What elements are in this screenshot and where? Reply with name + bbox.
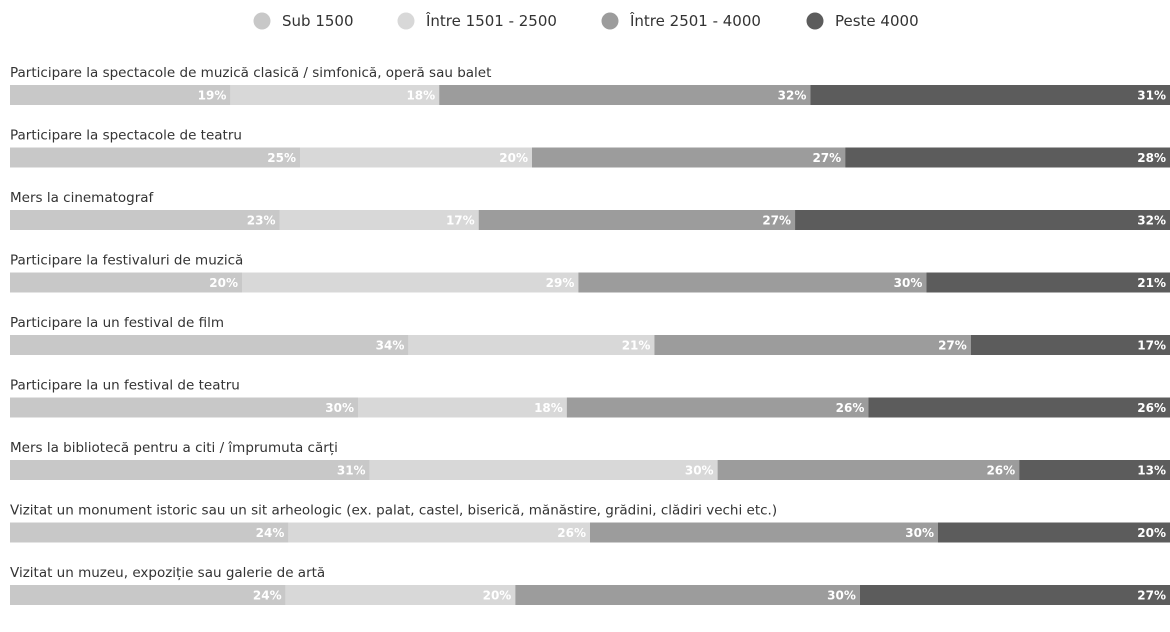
data-label: 26%	[1137, 401, 1166, 415]
bar-segment	[408, 335, 654, 355]
legend-label: Sub 1500	[282, 12, 354, 30]
bar-segment	[370, 460, 718, 480]
bar-segment	[795, 210, 1170, 230]
data-label: 28%	[1137, 151, 1166, 165]
bar-segment	[718, 460, 1020, 480]
data-label: 20%	[482, 588, 512, 603]
bar-segment	[654, 335, 970, 355]
bar-segment	[938, 523, 1170, 543]
legend	[254, 11, 919, 30]
data-label: 23%	[246, 213, 276, 228]
data-label: 26%	[557, 526, 586, 540]
category-row	[10, 65, 1170, 105]
data-label: 32%	[777, 88, 807, 103]
bar-segment	[10, 523, 288, 543]
data-label: 30%	[893, 276, 923, 290]
category-label: Vizitat un monument istoric sau un sit arheologic (ex. palat, castel, biserică, mănăstire, grădini, clădiri vechi etc.)	[10, 502, 778, 519]
data-label: 27%	[938, 338, 967, 353]
category-row	[10, 503, 1170, 543]
legend-label: Între 1501 - 2500	[426, 12, 557, 30]
category-row	[10, 440, 1170, 480]
data-label: 34%	[375, 338, 405, 353]
legend-swatch	[398, 13, 415, 30]
bar-segment	[567, 398, 869, 418]
data-label: 21%	[621, 338, 651, 353]
data-label: 20%	[1137, 526, 1166, 540]
category-label: Participare la spectacole de teatru	[10, 127, 242, 144]
bar-segment	[10, 273, 242, 293]
bar-segment	[10, 585, 286, 605]
bar-segment	[10, 335, 408, 355]
bar-segment	[242, 273, 578, 293]
data-label: 31%	[1137, 88, 1166, 103]
category-label: Participare la un festival de film	[10, 315, 224, 331]
data-label: 27%	[1137, 588, 1166, 603]
bar-segment	[10, 398, 358, 418]
data-label: 30%	[905, 526, 934, 540]
bar-segment	[439, 85, 810, 105]
category-row	[10, 128, 1170, 168]
category-row	[10, 190, 1170, 230]
chart-rows	[10, 65, 1170, 605]
legend-item	[807, 12, 919, 30]
bar-segment	[845, 148, 1170, 168]
category-row	[10, 378, 1170, 418]
data-label: 27%	[762, 213, 792, 228]
data-label: 20%	[499, 151, 528, 165]
data-label: 17%	[445, 213, 475, 228]
category-row	[10, 253, 1170, 293]
data-label: 18%	[406, 88, 436, 103]
data-label: 13%	[1137, 463, 1166, 478]
legend-swatch	[254, 13, 271, 30]
data-label: 30%	[325, 401, 354, 415]
bar-segment	[10, 210, 279, 230]
data-label: 26%	[986, 463, 1016, 478]
data-label: 26%	[835, 401, 865, 415]
data-label: 19%	[197, 88, 227, 103]
data-label: 30%	[684, 463, 714, 478]
legend-label: Între 2501 - 4000	[630, 12, 761, 30]
bar-segment	[515, 585, 860, 605]
bar-segment	[300, 148, 532, 168]
legend-item	[602, 11, 761, 30]
bar-segment	[860, 585, 1170, 605]
category-label: Mers la bibliotecă pentru a citi / împrumuta cărți	[10, 440, 338, 456]
data-label: 18%	[534, 401, 563, 415]
category-label: Participare la spectacole de muzică clasică / simfonică, operă sau balet	[10, 65, 492, 81]
data-label: 29%	[545, 276, 575, 290]
data-label: 21%	[1137, 276, 1166, 290]
category-row	[10, 565, 1170, 605]
data-label: 24%	[255, 526, 285, 540]
bar-segment	[479, 210, 795, 230]
bar-segment	[810, 85, 1170, 105]
bar-segment	[868, 398, 1170, 418]
data-label: 31%	[336, 463, 366, 478]
data-label: 24%	[252, 588, 282, 603]
data-label: 27%	[812, 151, 842, 165]
legend-label: Peste 4000	[835, 12, 919, 30]
category-label: Mers la cinematograf	[10, 190, 154, 206]
data-label: 32%	[1137, 213, 1166, 228]
bar-segment	[288, 523, 590, 543]
category-label: Participare la un festival de teatru	[10, 377, 240, 394]
bar-segment	[926, 273, 1170, 293]
bar-segment	[578, 273, 926, 293]
data-label: 30%	[827, 588, 856, 603]
category-label: Participare la festivaluri de muzică	[10, 252, 244, 269]
legend-swatch	[602, 13, 619, 30]
data-label: 20%	[209, 276, 238, 290]
category-row	[10, 315, 1170, 355]
bar-segment	[10, 148, 300, 168]
bar-segment	[286, 585, 516, 605]
bar-segment	[532, 148, 845, 168]
bar-segment	[10, 460, 370, 480]
legend-item	[254, 12, 354, 30]
data-label: 17%	[1137, 338, 1166, 353]
category-label: Vizitat un muzeu, expoziție sau galerie de artă	[10, 565, 326, 581]
data-label: 25%	[267, 151, 296, 165]
bar-segment	[590, 523, 938, 543]
legend-swatch	[807, 13, 824, 30]
legend-item	[398, 11, 557, 30]
